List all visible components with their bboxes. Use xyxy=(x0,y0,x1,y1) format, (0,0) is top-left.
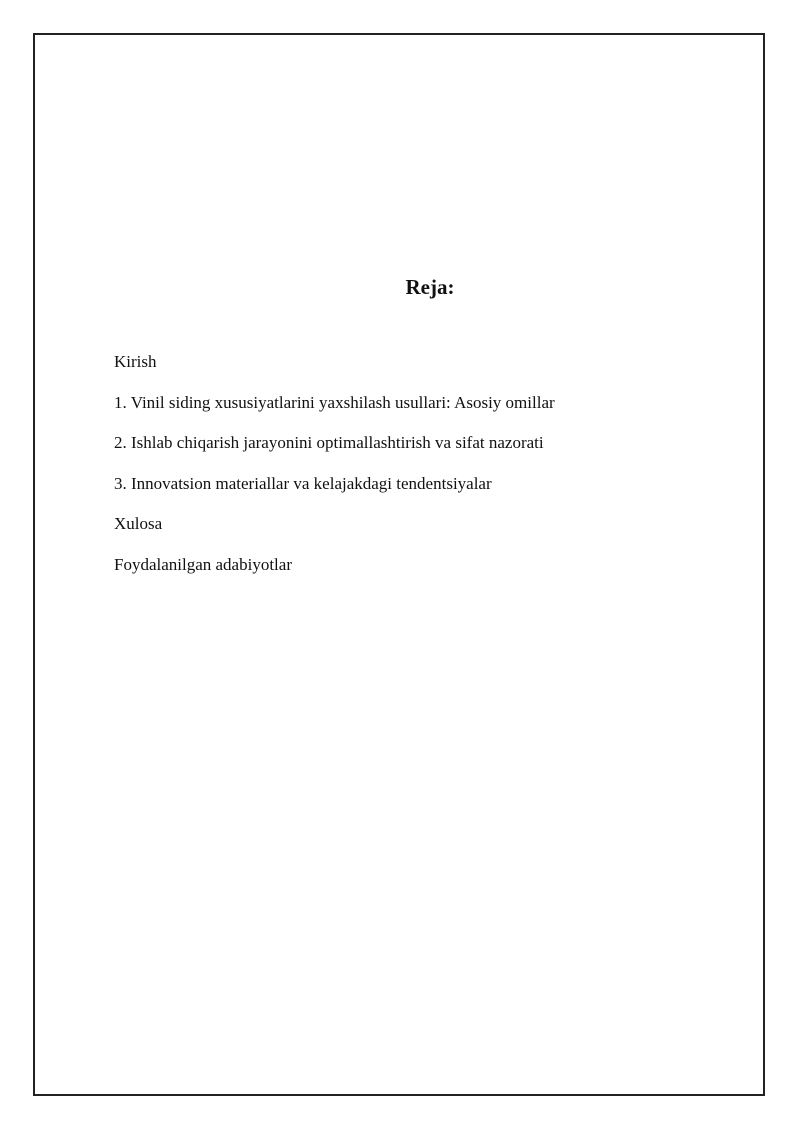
toc-item-introduction: Kirish xyxy=(114,352,157,371)
toc-item-chapter-1: 1. Vinil siding xususiyatlarini yaxshilash usullari: Asosiy omillar xyxy=(114,392,555,412)
toc-item-chapter-3: 3. Innovatsion materiallar va kelajakdagi tendentsiyalar xyxy=(114,473,492,493)
table-of-contents xyxy=(114,350,555,593)
toc-item-references: Foydalanilgan adabiyotlar xyxy=(114,554,292,574)
page-title: Reja: xyxy=(405,275,455,299)
toc-item-chapter-2: 2. Ishlab chiqarish jarayonini optimallashtirish va sifat nazorati xyxy=(114,433,544,452)
toc-item-conclusion: Xulosa xyxy=(114,514,163,533)
